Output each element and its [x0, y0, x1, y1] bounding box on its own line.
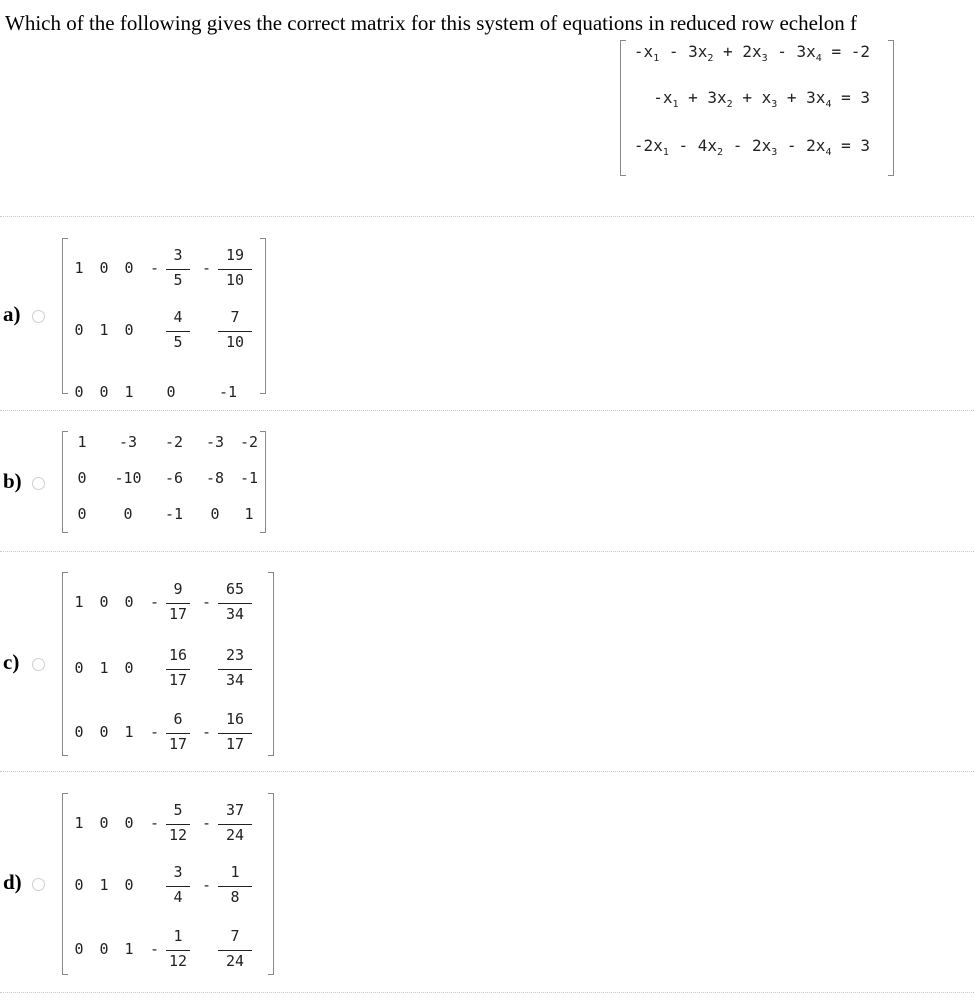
fraction: [150, 710, 192, 756]
matrix-cell: 0: [99, 723, 109, 741]
matrix-cell: 0: [99, 259, 109, 277]
fraction-sign: -: [202, 259, 212, 277]
fraction-numerator: 1: [173, 927, 183, 945]
fraction: [150, 580, 192, 626]
fraction-denominator: 24: [225, 952, 245, 970]
matrix-cell: 0: [124, 321, 134, 339]
fraction-denominator: 8: [230, 888, 240, 906]
matrix-cell: 1: [99, 659, 109, 677]
option-label: d): [3, 870, 22, 894]
fraction-bar: [218, 824, 252, 825]
matrix-cell: 0: [74, 723, 84, 741]
matrix-cell: 0: [99, 383, 109, 401]
matrix-cell: 0: [74, 659, 84, 677]
fraction-sign: -: [150, 723, 160, 741]
fraction-bar: [166, 669, 190, 670]
fraction-denominator: 17: [168, 735, 188, 753]
option-b: [0, 431, 974, 533]
fraction-sign: -: [150, 814, 160, 832]
fraction-denominator: 34: [225, 605, 245, 623]
divider: [0, 551, 974, 552]
fraction-bar: [218, 331, 252, 332]
fraction-bar: [166, 331, 190, 332]
fraction-bar: [166, 603, 190, 604]
matrix-cell: -2: [239, 433, 259, 451]
matrix-cell: -6: [164, 469, 184, 487]
matrix-cell: 1: [74, 259, 84, 277]
fraction-numerator: 7: [230, 927, 240, 945]
fraction: [202, 801, 254, 847]
equation-row: $-2x_1 - 4x_2 - 2x_3 - 2x_4 = 3$: [633, 136, 870, 159]
fraction-denominator: 24: [225, 826, 245, 844]
fraction: [150, 308, 192, 354]
fraction-bar: [166, 824, 190, 825]
fraction-sign: -: [150, 259, 160, 277]
fraction-numerator: 1: [230, 863, 240, 881]
matrix-cell: 1: [74, 814, 84, 832]
fraction-denominator: 17: [168, 605, 188, 623]
matrix-cell: 0: [124, 659, 134, 677]
fraction-sign: -: [202, 814, 212, 832]
fraction-denominator: 5: [173, 333, 183, 351]
option-label: a): [3, 302, 21, 326]
fraction-bar: [218, 950, 252, 951]
fraction-sign: -: [202, 593, 212, 611]
fraction-bar: [218, 669, 252, 670]
fraction: [150, 246, 192, 292]
fraction-numerator: 16: [225, 710, 245, 728]
fraction-bar: [218, 733, 252, 734]
option-radio[interactable]: [32, 310, 45, 323]
fraction-numerator: 5: [173, 801, 183, 819]
matrix-cell: 0: [74, 383, 84, 401]
matrix-cell: 0: [166, 383, 176, 401]
matrix-cell: 0: [74, 876, 84, 894]
matrix: [62, 793, 274, 975]
fraction-denominator: 17: [168, 671, 188, 689]
fraction-numerator: 6: [173, 710, 183, 728]
fraction-denominator: 10: [225, 333, 245, 351]
fraction-bar: [166, 733, 190, 734]
matrix-cell: 0: [124, 876, 134, 894]
matrix-cell: 0: [210, 505, 220, 523]
matrix-cell: 0: [124, 814, 134, 832]
fraction: [150, 927, 192, 973]
fraction: [202, 927, 254, 973]
fraction-numerator: 16: [168, 646, 188, 664]
fraction-bar: [218, 603, 252, 604]
divider: [0, 771, 974, 772]
fraction-numerator: 65: [225, 580, 245, 598]
matrix-cell: 1: [244, 505, 254, 523]
fraction-sign: -: [202, 723, 212, 741]
matrix-right-bracket: [268, 572, 274, 756]
fraction-denominator: 34: [225, 671, 245, 689]
matrix-right-bracket: [268, 793, 274, 975]
fraction: [150, 863, 192, 909]
divider: [0, 216, 974, 217]
option-radio[interactable]: [32, 878, 45, 891]
fraction-bar: [166, 950, 190, 951]
option-radio[interactable]: [32, 658, 45, 671]
matrix-cell: -3: [205, 433, 225, 451]
matrix: [62, 431, 266, 533]
fraction-bar: [218, 886, 252, 887]
matrix-cell: 0: [74, 321, 84, 339]
matrix-cell: -1: [164, 505, 184, 523]
fraction-numerator: 4: [173, 308, 183, 326]
fraction-denominator: 12: [168, 826, 188, 844]
matrix-cell: 0: [123, 505, 133, 523]
equation-row: $-x_1 - 3x_2 + 2x_3 - 3x_4 = -2$: [633, 42, 870, 65]
fraction-denominator: 10: [225, 271, 245, 289]
matrix-cell: -8: [205, 469, 225, 487]
option-d: [0, 793, 974, 975]
matrix-cell: -2: [164, 433, 184, 451]
matrix: [62, 572, 274, 756]
fraction-sign: -: [150, 940, 160, 958]
fraction: [202, 863, 254, 909]
equation-system: [620, 40, 894, 176]
equation-row: $-x_1 + 3x_2 + x_3 + 3x_4 = 3$: [653, 88, 870, 111]
matrix-cell: 1: [124, 383, 134, 401]
fraction-bar: [218, 269, 252, 270]
fraction-bar: [166, 886, 190, 887]
fraction-denominator: 5: [173, 271, 183, 289]
matrix-left-bracket: [62, 572, 68, 756]
fraction-sign: -: [202, 876, 212, 894]
option-a: [0, 238, 974, 401]
fraction: [202, 710, 254, 756]
fraction: [202, 308, 254, 354]
question-text: Which of the following gives the correct matrix for this system of equations in reduced row echelon f: [5, 11, 857, 35]
matrix-cell: 0: [77, 505, 87, 523]
fraction-denominator: 17: [225, 735, 245, 753]
option-c: [0, 572, 974, 756]
matrix-cell: -1: [218, 383, 238, 401]
fraction: [202, 646, 254, 692]
fraction-bar: [166, 269, 190, 270]
matrix-cell: 1: [124, 940, 134, 958]
fraction: [150, 646, 192, 692]
matrix-left-bracket: [62, 238, 68, 394]
matrix-cell: 1: [124, 723, 134, 741]
option-label: c): [3, 650, 20, 674]
matrix-right-bracket: [260, 238, 266, 394]
matrix-cell: -1: [239, 469, 259, 487]
divider: [0, 992, 974, 993]
fraction-numerator: 37: [225, 801, 245, 819]
matrix-cell: 0: [74, 940, 84, 958]
matrix-cell: -10: [114, 469, 142, 487]
fraction-numerator: 7: [230, 308, 240, 326]
fraction-sign: -: [150, 593, 160, 611]
system-left-bracket: [620, 40, 626, 176]
matrix-left-bracket: [62, 431, 68, 533]
matrix-left-bracket: [62, 793, 68, 975]
matrix-cell: 0: [99, 940, 109, 958]
matrix-cell: 1: [74, 593, 84, 611]
fraction: [202, 246, 254, 292]
matrix: [62, 238, 266, 401]
fraction: [202, 580, 254, 626]
system-right-bracket: [888, 40, 894, 176]
matrix-cell: 0: [124, 259, 134, 277]
option-label: b): [3, 469, 22, 493]
fraction: [150, 801, 192, 847]
fraction-denominator: 4: [173, 888, 183, 906]
fraction-numerator: 19: [225, 246, 245, 264]
fraction-numerator: 23: [225, 646, 245, 664]
matrix-cell: 1: [99, 321, 109, 339]
matrix-cell: 0: [99, 814, 109, 832]
divider: [0, 410, 974, 411]
fraction-numerator: 9: [173, 580, 183, 598]
fraction-numerator: 3: [173, 863, 183, 881]
matrix-cell: -3: [118, 433, 138, 451]
matrix-cell: 0: [99, 593, 109, 611]
fraction-numerator: 3: [173, 246, 183, 264]
matrix-cell: 0: [77, 469, 87, 487]
matrix-cell: 0: [124, 593, 134, 611]
matrix-cell: 1: [77, 433, 87, 451]
fraction-denominator: 12: [168, 952, 188, 970]
option-radio[interactable]: [32, 477, 45, 490]
matrix-cell: 1: [99, 876, 109, 894]
